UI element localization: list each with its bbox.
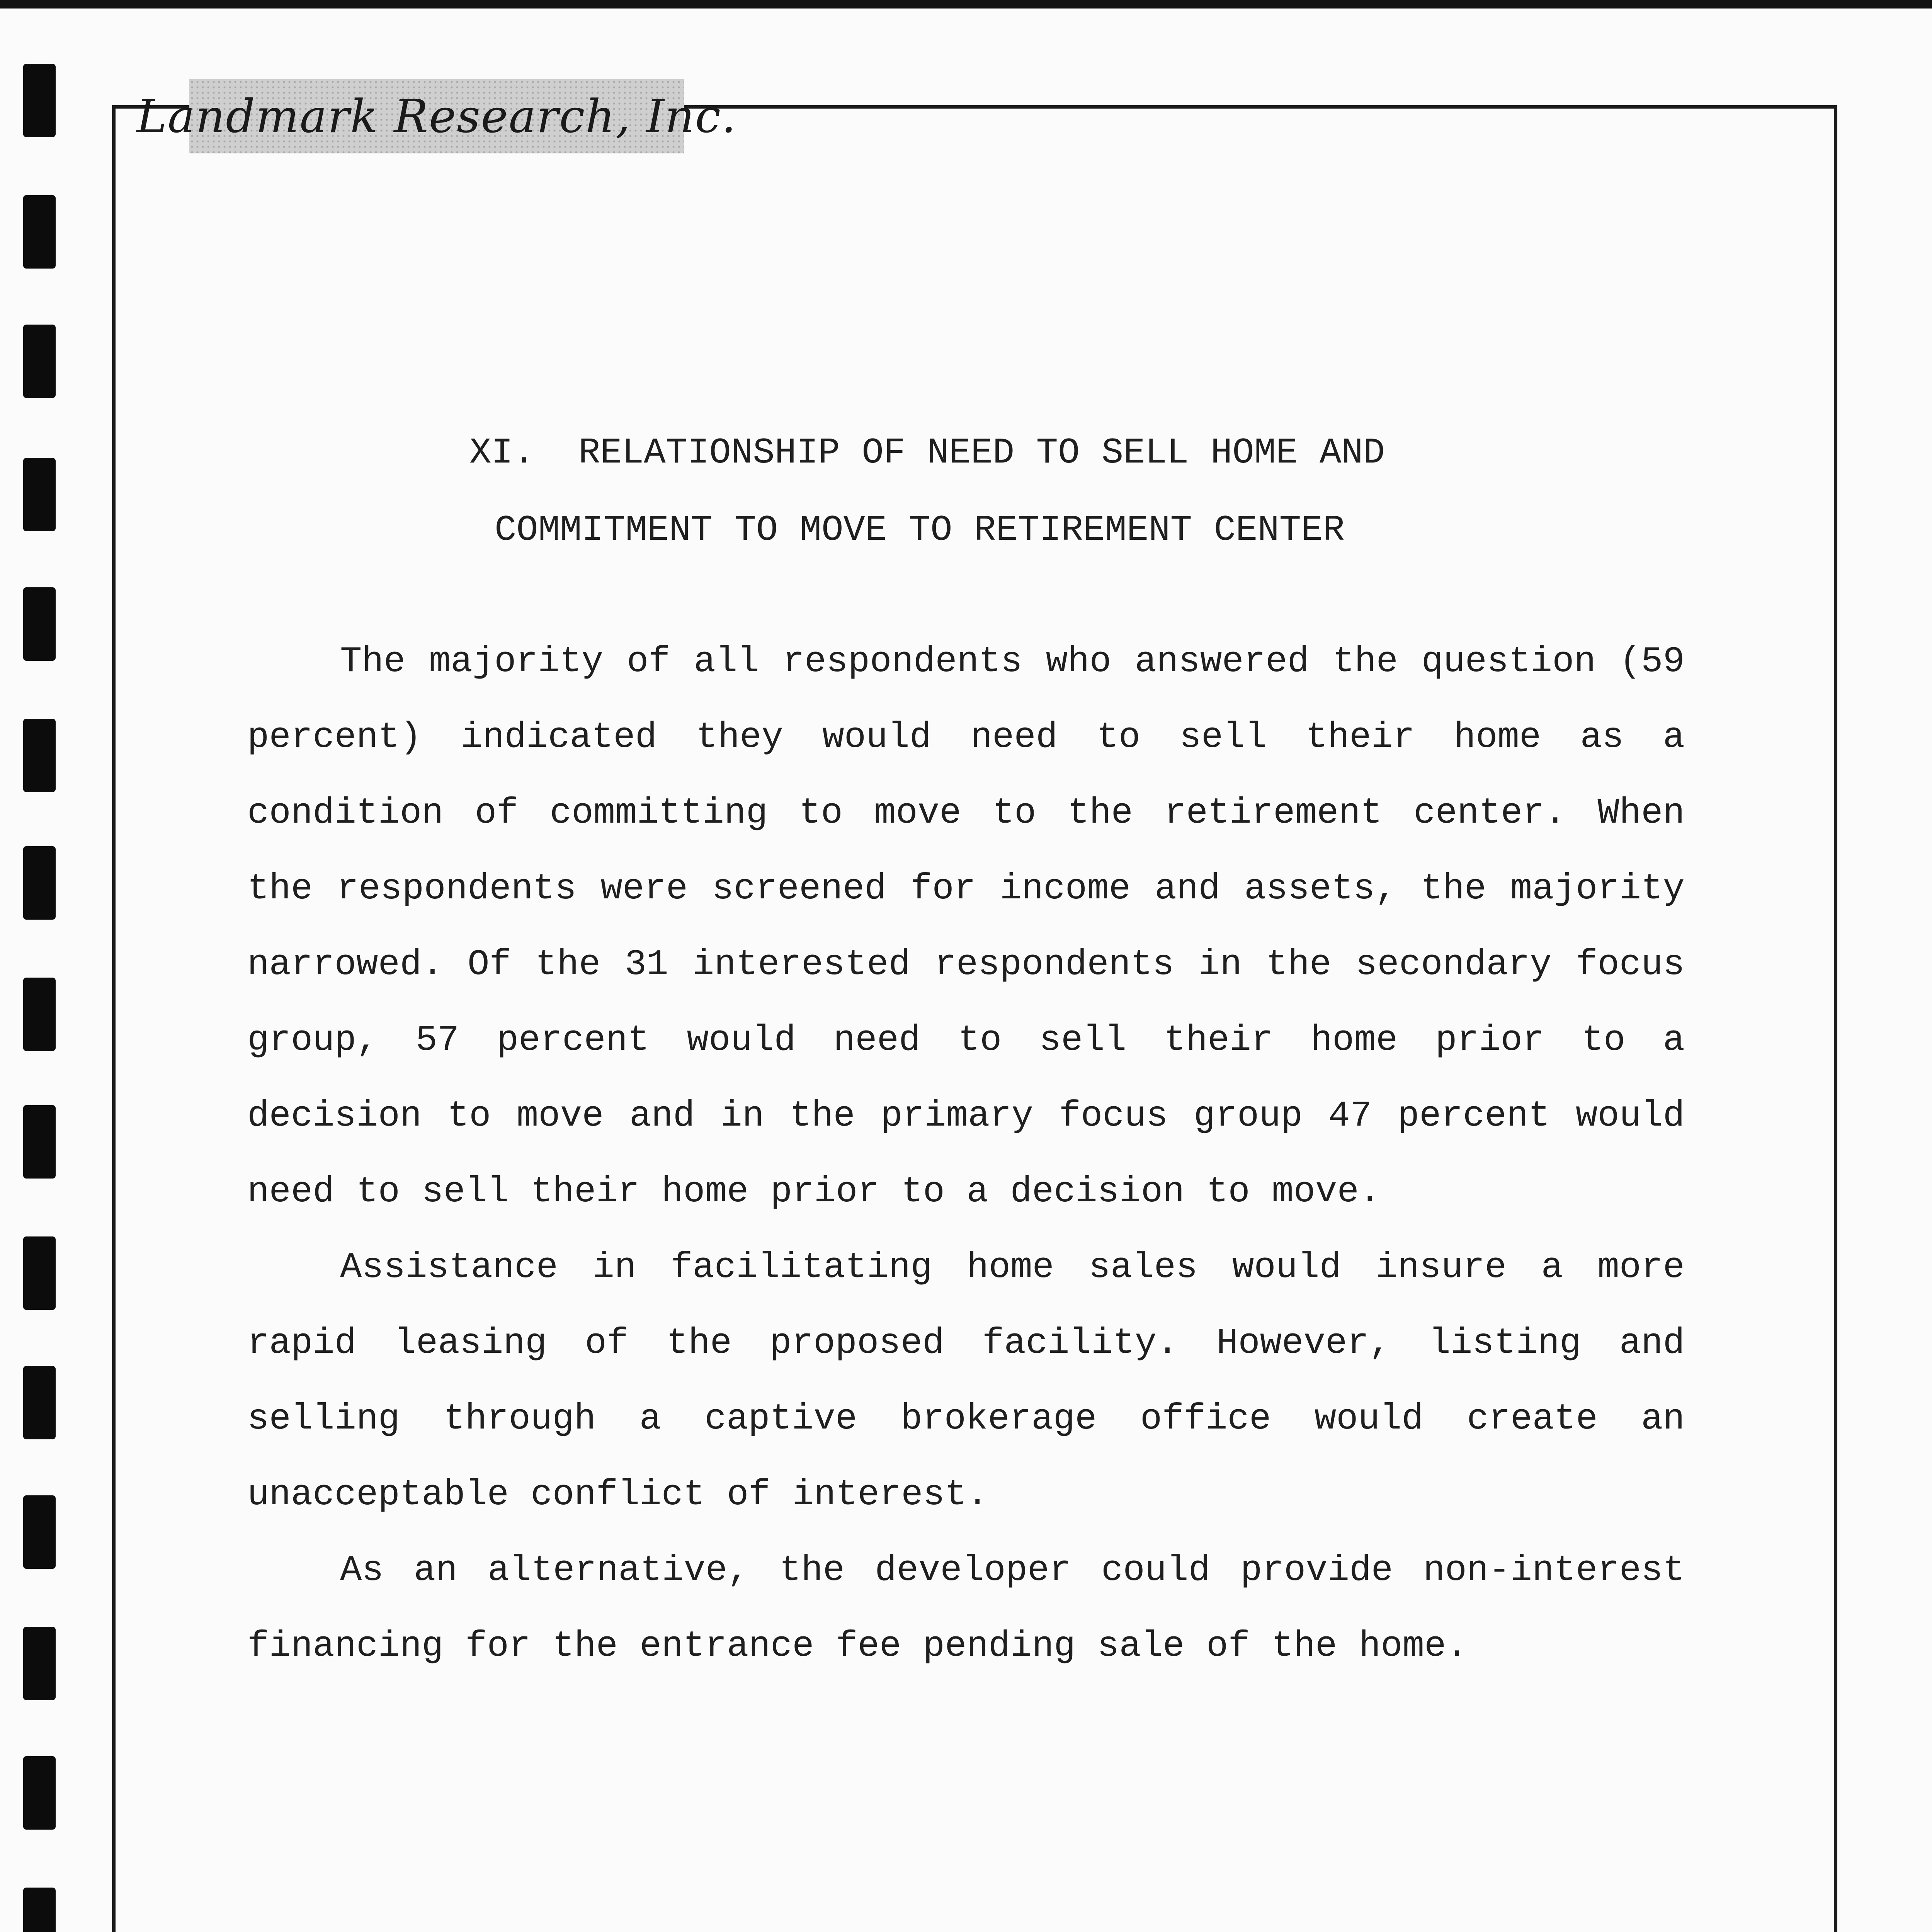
binder-hole: [23, 64, 56, 137]
binder-hole: [23, 195, 56, 269]
binder-hole: [23, 1495, 56, 1569]
binder-hole: [23, 978, 56, 1051]
binder-hole: [23, 1756, 56, 1830]
paragraph: As an alternative, the developer could provide non-interest financing for the entrance fee pending sale of the home.: [247, 1550, 1685, 1667]
binder-hole: [23, 587, 56, 661]
binder-hole: [23, 1888, 56, 1932]
scan-top-edge: [0, 0, 1932, 9]
company-logo: [136, 79, 737, 153]
binder-hole: [23, 458, 56, 531]
paragraph: The majority of all respondents who answered the question (59 percent) indicated they would need to sell their home as a condition of committing to move to the retirement center. When the respondents were screened for income and assets, the majority narrowed. Of the 31 interested respondents in the secondary focus group, 57 percent would need to sell their home prior to a decision to move and in the primary focus group 47 percent would need to sell their home prior to a decision to move.: [247, 641, 1685, 1213]
binder-hole: [23, 1105, 56, 1179]
binder-hole: [23, 1366, 56, 1439]
paragraph: Assistance in facilitating home sales would insure a more rapid leasing of the proposed facility. However, listing and selling through a captive brokerage office would create an unacceptable conflict of interest.: [247, 1247, 1685, 1515]
binder-hole: [23, 719, 56, 792]
binder-hole: [23, 846, 56, 920]
binder-hole: [23, 1236, 56, 1310]
company-logo-text: Landmark Research, Inc.: [136, 90, 737, 143]
section-heading-line-1: XI. RELATIONSHIP OF NEED TO SELL HOME AND: [469, 433, 1385, 474]
binder-hole: [23, 1627, 56, 1700]
binder-hole-strip: [0, 0, 77, 1932]
binder-hole: [23, 325, 56, 398]
body-text: [247, 624, 1685, 1684]
section-heading-line-2: COMMITMENT TO MOVE TO RETIREMENT CENTER: [495, 510, 1345, 551]
